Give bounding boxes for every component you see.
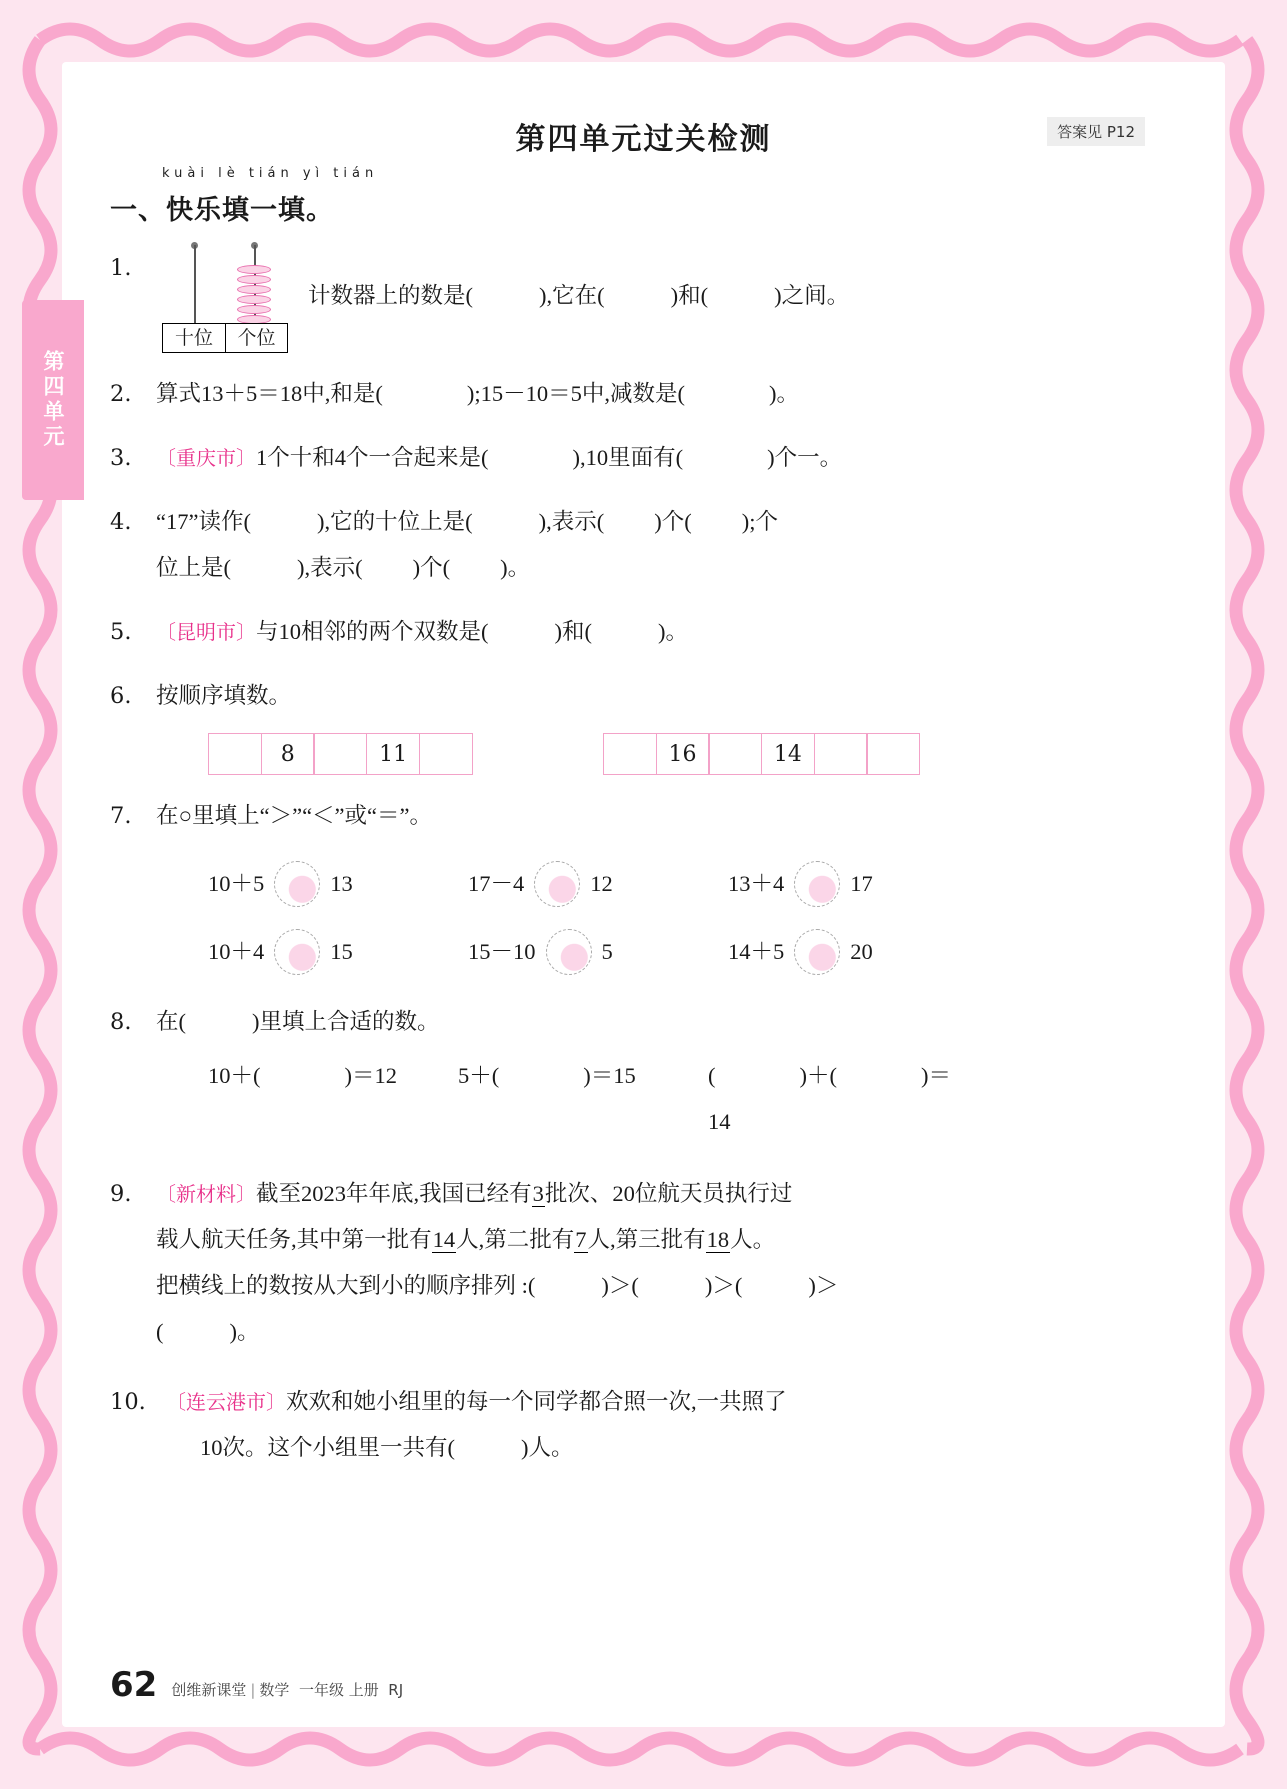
expr-left: 13＋4 bbox=[728, 871, 785, 896]
section-label: 一、快乐填一填。 bbox=[110, 195, 334, 226]
number-sequence-grid-left bbox=[208, 733, 473, 775]
q5-part-2: )和( bbox=[554, 619, 592, 644]
region-tag: 〔连云港市〕 bbox=[166, 1390, 286, 1414]
q8-part-1: 在( bbox=[156, 1009, 186, 1034]
footer-grade: 一年级 上册 bbox=[298, 1681, 379, 1699]
footer-brand: 创维新课堂 bbox=[171, 1681, 247, 1699]
comparison-item bbox=[208, 929, 468, 975]
bead bbox=[237, 295, 271, 304]
q2-part-2: );15－10＝5中,减数是( bbox=[466, 381, 685, 406]
region-tag: 〔昆明市〕 bbox=[156, 620, 256, 644]
q4-part-3: ),表示( bbox=[538, 509, 605, 534]
underlined-number: 3 bbox=[532, 1181, 544, 1206]
underlined-number: 7 bbox=[575, 1227, 587, 1252]
q10-part-2: 10次。这个小组里一共有( bbox=[200, 1435, 455, 1460]
expr-left: 14＋5 bbox=[728, 939, 785, 964]
q9-part-11: ( bbox=[156, 1319, 164, 1344]
question-3-text bbox=[156, 435, 1177, 481]
q9-part-9: )＞( bbox=[704, 1273, 743, 1298]
question-10 bbox=[110, 1379, 1177, 1471]
q8-equations bbox=[208, 1053, 1177, 1145]
comparison-circle[interactable] bbox=[274, 929, 320, 975]
page-number: 62 bbox=[110, 1665, 158, 1705]
footer-meta bbox=[171, 1679, 403, 1705]
q4-part-8: )个( bbox=[412, 555, 451, 580]
expr-left: 10＋5 bbox=[208, 871, 265, 896]
equation-3 bbox=[708, 1053, 958, 1145]
grid-cell[interactable] bbox=[208, 733, 262, 775]
q5-part-1: 与10相邻的两个双数是( bbox=[256, 619, 489, 644]
footer-subject: 数学 bbox=[259, 1681, 290, 1699]
page-title: 第四单元过关检测 bbox=[515, 122, 772, 157]
q10-part-1: 欢欢和她小组里的每一个同学都合照一次,一共照了 bbox=[286, 1389, 787, 1414]
comparison-item bbox=[208, 861, 468, 907]
expr-right: 13 bbox=[330, 871, 353, 896]
question-number: 10. bbox=[110, 1389, 146, 1415]
q4-part-1: “17”读作( bbox=[156, 509, 251, 534]
grid-cell[interactable] bbox=[708, 733, 762, 775]
comparison-item bbox=[468, 861, 728, 907]
grid-cell[interactable] bbox=[419, 733, 473, 775]
bead bbox=[237, 275, 271, 284]
expr-right: 5 bbox=[601, 939, 613, 964]
question-number: 1. bbox=[110, 255, 132, 281]
eq2-left: 5＋( bbox=[458, 1063, 500, 1088]
question-number: 3. bbox=[110, 445, 132, 471]
equation-1 bbox=[208, 1053, 458, 1145]
bead bbox=[237, 265, 271, 274]
q7-row-2 bbox=[208, 929, 1177, 975]
q2-part-3: )。 bbox=[769, 381, 799, 406]
question-8-text bbox=[156, 999, 1177, 1145]
question-number: 4. bbox=[110, 509, 132, 535]
q3-part-3: )个一。 bbox=[767, 445, 843, 470]
comparison-item bbox=[728, 861, 988, 907]
number-sequence-grid-right bbox=[603, 733, 921, 775]
q9-part-8: )＞( bbox=[601, 1273, 639, 1298]
grid-cell[interactable]: 16 bbox=[656, 733, 710, 775]
comparison-item bbox=[728, 929, 988, 975]
question-9 bbox=[110, 1171, 1177, 1355]
q8-part-2: )里填上合适的数。 bbox=[252, 1009, 440, 1034]
material-tag: 〔新材料〕 bbox=[156, 1182, 256, 1206]
q1-part-1: 计数器上的数是( bbox=[308, 283, 473, 308]
question-4-text bbox=[156, 499, 1177, 591]
question-3 bbox=[110, 435, 1177, 481]
question-number: 5. bbox=[110, 619, 132, 645]
underlined-number: 18 bbox=[706, 1227, 730, 1252]
q9-line-2 bbox=[156, 1217, 1177, 1263]
expr-left: 17－4 bbox=[468, 871, 525, 896]
q9-line-1 bbox=[156, 1171, 1177, 1217]
question-number: 9. bbox=[110, 1181, 132, 1207]
question-10-text bbox=[166, 1379, 1177, 1471]
q4-part-7: ),表示( bbox=[297, 555, 363, 580]
question-2 bbox=[110, 371, 1177, 417]
question-4 bbox=[110, 499, 1177, 591]
expr-right: 17 bbox=[850, 871, 873, 896]
question-number: 2. bbox=[110, 381, 132, 407]
q4-part-2: ),它的十位上是( bbox=[316, 509, 473, 534]
q4-line-1 bbox=[156, 499, 1177, 545]
q1-part-3: )和( bbox=[670, 283, 709, 308]
footer-version: RJ bbox=[388, 1681, 404, 1699]
comparison-item bbox=[468, 929, 728, 975]
q7-instruction: 在○里填上“＞”“＜”或“＝”。 bbox=[156, 803, 433, 828]
worksheet-content bbox=[62, 62, 1225, 1727]
q3-part-1: 1个十和4个一合起来是( bbox=[256, 445, 489, 470]
expr-right: 20 bbox=[850, 939, 873, 964]
expr-right: 15 bbox=[330, 939, 353, 964]
number-sequence-grids bbox=[208, 733, 1177, 775]
unit-side-tab-label: 第四单元 bbox=[41, 350, 65, 450]
q9-part-4: 人,第二批有 bbox=[456, 1227, 575, 1252]
grid-cell[interactable] bbox=[866, 733, 920, 775]
question-1-text bbox=[308, 245, 1177, 353]
q10-part-3: )人。 bbox=[521, 1435, 574, 1460]
question-5-text bbox=[156, 609, 1177, 655]
q9-part-5: 人,第三批有 bbox=[587, 1227, 706, 1252]
question-number: 6. bbox=[110, 683, 132, 709]
question-5 bbox=[110, 609, 1177, 655]
eq2-right: )＝15 bbox=[583, 1063, 636, 1088]
expr-left: 10＋4 bbox=[208, 939, 265, 964]
unit-side-tab bbox=[22, 300, 84, 500]
question-6-text bbox=[156, 673, 1177, 775]
bead bbox=[237, 305, 271, 314]
q5-part-3: )。 bbox=[658, 619, 688, 644]
section-pinyin: kuài lè tián yì tián bbox=[162, 166, 379, 181]
rod-tens bbox=[194, 245, 196, 323]
tens-place-label: 十位 bbox=[174, 327, 213, 349]
grid-cell[interactable] bbox=[603, 733, 657, 775]
bead bbox=[237, 285, 271, 294]
question-1 bbox=[110, 245, 1177, 353]
q10-line-2 bbox=[200, 1425, 1177, 1471]
q4-part-5: );个 bbox=[741, 509, 778, 534]
q3-part-2: ),10里面有( bbox=[572, 445, 684, 470]
expr-right: 12 bbox=[590, 871, 613, 896]
grid-cell[interactable] bbox=[814, 733, 868, 775]
question-7 bbox=[110, 793, 1177, 975]
place-value-labels bbox=[162, 323, 288, 353]
counter-abacus-illustration bbox=[162, 245, 294, 353]
ones-place-label: 个位 bbox=[225, 324, 287, 352]
q9-part-10: )＞ bbox=[808, 1273, 839, 1298]
eq1-right: )＝12 bbox=[344, 1063, 397, 1088]
q2-part-1: 算式13＋5＝18中,和是( bbox=[156, 381, 383, 406]
region-tag: 〔重庆市〕 bbox=[156, 446, 256, 470]
q4-part-4: )个( bbox=[654, 509, 692, 534]
eq3-part-2: )＋( bbox=[799, 1063, 837, 1088]
q4-part-9: )。 bbox=[500, 555, 531, 580]
comparison-circle[interactable] bbox=[534, 861, 580, 907]
q9-part-7: 把横线上的数按从大到小的顺序排列 :( bbox=[156, 1273, 536, 1298]
question-8 bbox=[110, 999, 1177, 1145]
comparison-circle[interactable] bbox=[794, 929, 840, 975]
comparison-circle[interactable] bbox=[794, 861, 840, 907]
expr-left: 15－10 bbox=[468, 939, 536, 964]
question-9-text bbox=[156, 1171, 1177, 1355]
q9-line-4 bbox=[156, 1309, 1177, 1355]
q1-part-4: )之间。 bbox=[774, 283, 850, 308]
comparison-circle[interactable] bbox=[274, 861, 320, 907]
q4-line-2 bbox=[156, 545, 1177, 591]
question-number: 7. bbox=[110, 803, 132, 829]
section-heading bbox=[110, 166, 1177, 227]
comparison-circle[interactable] bbox=[546, 929, 592, 975]
q9-part-1: 截至2023年年底,我国已经有 bbox=[256, 1181, 532, 1206]
grid-cell[interactable] bbox=[313, 733, 367, 775]
eq3-part-1: ( bbox=[708, 1063, 716, 1088]
q9-part-6: 人。 bbox=[730, 1227, 776, 1252]
q10-line-1 bbox=[166, 1379, 1177, 1425]
q9-line-3 bbox=[156, 1263, 1177, 1309]
question-7-text bbox=[156, 793, 1177, 975]
footer-separator: | bbox=[250, 1681, 256, 1699]
q9-part-12: )。 bbox=[229, 1319, 260, 1344]
page-footer bbox=[110, 1665, 403, 1705]
q1-part-2: ),它在( bbox=[539, 283, 605, 308]
q9-part-2: 批次、20位航天员执行过 bbox=[544, 1181, 793, 1206]
grid-cell[interactable]: 11 bbox=[366, 733, 420, 775]
question-6 bbox=[110, 673, 1177, 775]
q4-part-6: 位上是( bbox=[156, 555, 231, 580]
question-number: 8. bbox=[110, 1009, 132, 1035]
eq3-part-3: )＝14 bbox=[708, 1063, 951, 1134]
q7-row-1 bbox=[208, 861, 1177, 907]
q9-part-3: 载人航天任务,其中第一批有 bbox=[156, 1227, 432, 1252]
equation-2 bbox=[458, 1053, 708, 1145]
grid-cell[interactable]: 14 bbox=[761, 733, 815, 775]
answer-reference-badge: 答案见 P12 bbox=[1047, 117, 1145, 146]
q6-instruction: 按顺序填数。 bbox=[156, 683, 292, 708]
grid-cell[interactable]: 8 bbox=[261, 733, 315, 775]
underlined-number: 14 bbox=[432, 1227, 456, 1252]
question-2-text bbox=[156, 371, 1177, 417]
eq1-left: 10＋( bbox=[208, 1063, 261, 1088]
q8-instruction bbox=[156, 999, 1177, 1045]
